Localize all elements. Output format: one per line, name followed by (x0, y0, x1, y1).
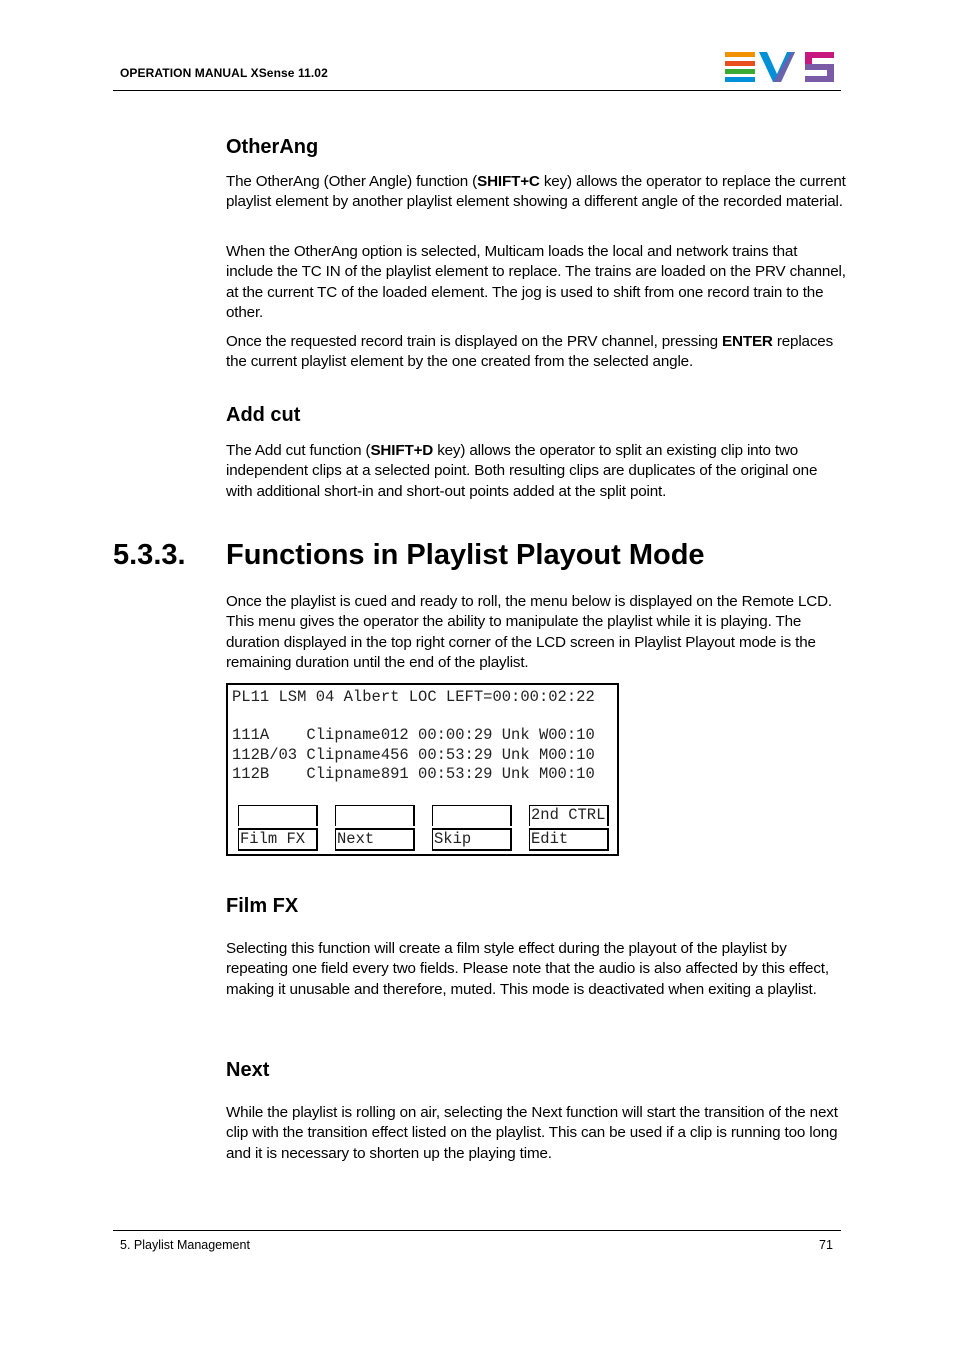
header-rule (113, 90, 841, 91)
otherang-paragraph-3: Once the requested record train is displayed on the PRV channel, pressing ENTER replaces the current playlist element by the one created from the selected angle. (226, 333, 834, 371)
otherang-heading: OtherAng (226, 136, 319, 158)
next-key[interactable]: Next (335, 828, 415, 851)
filmfx-heading: Film FX (226, 895, 299, 917)
lcd-key-2-top (335, 805, 415, 826)
page-number: 71 (819, 1238, 833, 1252)
footer-rule (113, 1230, 841, 1231)
running-header: OPERATION MANUAL XSense 11.02 (120, 66, 328, 80)
edit-key[interactable]: Edit (529, 828, 609, 851)
next-paragraph: While the playlist is rolling on air, selecting the Next function will start the transition of the next clip with the transition effect listed on the playlist. This can be used if a clip is running too long and it is necessary to shorten up the playing time. (226, 1104, 838, 1162)
lcd-clip-row: 112B Clipname891 00:53:29 Unk M00:10 (232, 765, 595, 783)
addcut-paragraph: The Add cut function (SHIFT+D key) allows the operator to split an existing clip into two independent clips at a selected point. Both resulting clips are duplicates of the original one with additional short-in and short-out points added at the split point. (226, 442, 818, 500)
skip-key[interactable]: Skip (432, 828, 512, 851)
section-title: Functions in Playlist Playout Mode (226, 539, 705, 571)
lcd-clip-row: 112B/03 Clipname456 00:53:29 Unk M00:10 (232, 746, 595, 764)
footer-chapter: 5. Playlist Management (120, 1238, 250, 1252)
second-ctrl-key[interactable]: 2nd CTRL (529, 805, 609, 826)
next-heading: Next (226, 1059, 270, 1081)
otherang-paragraph-1: The OtherAng (Other Angle) function (SHIFT+C key) allows the operator to replace the current playlist element by another playlist element showing a different angle of the recorded material. (226, 173, 846, 211)
lcd-clip-row: 111A Clipname012 00:00:29 Unk W00:10 (232, 726, 595, 744)
section-number: 5.3.3. (113, 539, 186, 571)
lcd-key-1-top (238, 805, 318, 826)
otherang-paragraph-2: When the OtherAng option is selected, Multicam loads the local and network trains that include the TC IN of the playlist element to replace. The trains are loaded on the PRV channel, at the current TC of the loaded element. The jog is used to shift from one record train to the other. (226, 243, 846, 322)
film-fx-key[interactable]: Film FX (238, 828, 318, 851)
lcd-status-line: PL11 LSM 04 Albert LOC LEFT=00:00:02:22 (232, 688, 595, 706)
section-intro-paragraph: Once the playlist is cued and ready to roll, the menu below is displayed on the Remote LCD. This menu gives the operator the ability to manipulate the playlist while it is playing. The duration displayed in the top right corner of the LCD screen in Playlist Playout mode is the remaining duration until the end of the playlist. (226, 593, 832, 672)
addcut-heading: Add cut (226, 404, 301, 426)
filmfx-paragraph: Selecting this function will create a film style effect during the playout of the playlist by repeating one field every two fields. Please note that the audio is also affected by this effect, making it unusable and therefore, muted. This mode is deactivated when exiting a playlist. (226, 940, 829, 998)
evs-logo-icon (725, 52, 835, 82)
lcd-key-3-top (432, 805, 512, 826)
remote-lcd-screen (226, 683, 619, 856)
